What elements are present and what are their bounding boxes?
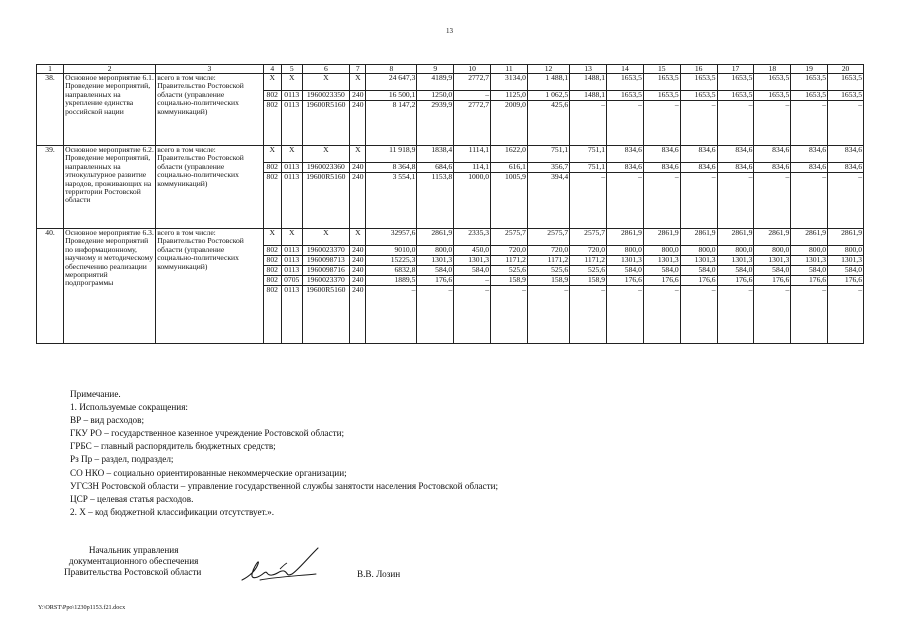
code-cell: 240	[350, 256, 366, 266]
amount-cell: 1653,5	[791, 91, 828, 101]
code-cell: 0113	[281, 91, 302, 101]
amount-cell: 800,0	[754, 246, 791, 256]
notes-title: Примечание.	[70, 389, 121, 399]
amount-cell: 1653,5	[717, 91, 754, 101]
amount-cell: –	[643, 286, 680, 344]
amount-cell: 834,6	[643, 146, 680, 163]
code-cell: 802	[263, 266, 281, 276]
executor-cell: всего в том числе: Правительство Ростовской области (управление социально-политических коммуникаций)	[156, 74, 263, 146]
amount-cell: 834,6	[791, 146, 828, 163]
amount-cell: 1000,0	[454, 173, 491, 229]
amount-cell: 2009,0	[491, 101, 528, 146]
code-cell: 802	[263, 286, 281, 344]
header-cell: 2	[64, 65, 156, 74]
amount-cell: 751,1	[527, 146, 569, 163]
amount-cell: 1653,5	[754, 91, 791, 101]
amount-cell: 525,6	[527, 266, 569, 276]
amount-cell: 800,0	[607, 246, 644, 256]
amount-cell: –	[791, 286, 828, 344]
amount-cell: –	[491, 286, 528, 344]
amount-cell: 176,6	[680, 276, 717, 286]
code-cell: X	[302, 74, 350, 91]
signer-name: В.В. Лозин	[357, 569, 401, 579]
code-cell: 240	[350, 91, 366, 101]
amount-cell: 1653,5	[643, 91, 680, 101]
header-cell: 4	[263, 65, 281, 74]
header-cell: 10	[454, 65, 491, 74]
code-cell: X	[302, 146, 350, 163]
amount-cell: –	[717, 101, 754, 146]
amount-cell: 1301,3	[754, 256, 791, 266]
header-cell: 7	[350, 65, 366, 74]
amount-cell: 834,6	[607, 146, 644, 163]
amount-cell: 834,6	[680, 146, 717, 163]
code-cell: 1960023350	[302, 91, 350, 101]
code-cell: 802	[263, 163, 281, 173]
amount-cell: –	[717, 173, 754, 229]
header-row	[37, 65, 864, 74]
amount-cell: 800,0	[643, 246, 680, 256]
amount-cell: 751,1	[570, 163, 607, 173]
code-cell: 1960023370	[302, 246, 350, 256]
notes-block	[70, 388, 498, 519]
amount-cell: –	[754, 286, 791, 344]
amount-cell: 2939,9	[417, 101, 454, 146]
header-cell: 15	[643, 65, 680, 74]
amount-cell: –	[570, 286, 607, 344]
code-cell: 1960098713	[302, 256, 350, 266]
code-cell: 802	[263, 91, 281, 101]
header-cell: 5	[281, 65, 302, 74]
code-cell: 240	[350, 163, 366, 173]
header-cell: 19	[791, 65, 828, 74]
code-cell: 0113	[281, 256, 302, 266]
amount-cell: 1488,1	[570, 74, 607, 91]
amount-cell: 1653,5	[754, 74, 791, 91]
amount-cell: 834,6	[791, 163, 828, 173]
amount-cell: 1153,8	[417, 173, 454, 229]
row-number: 38.	[37, 74, 64, 146]
amount-cell: –	[366, 286, 417, 344]
amount-cell: –	[717, 286, 754, 344]
event-description: Основное мероприятие 6.3. Проведение мероприятий по информационному, научному и методическому обеспечению реализации мероприятий подпрограммы	[64, 229, 156, 344]
header-cell: 12	[527, 65, 569, 74]
note-line: 2. Х – код бюджетной классификации отсутствует.».	[70, 506, 275, 517]
amount-cell: 176,6	[791, 276, 828, 286]
amount-cell: 2575,7	[527, 229, 569, 246]
header-cell: 8	[366, 65, 417, 74]
header-cell: 13	[570, 65, 607, 74]
amount-cell: 584,0	[454, 266, 491, 276]
position-line: Начальник управления	[88, 545, 179, 555]
code-cell: 240	[350, 246, 366, 256]
amount-cell: 834,6	[717, 146, 754, 163]
header-cell: 17	[717, 65, 754, 74]
amount-cell: 2861,9	[754, 229, 791, 246]
amount-cell: 525,6	[491, 266, 528, 276]
amount-cell: 9010,0	[366, 246, 417, 256]
amount-cell: 834,6	[643, 163, 680, 173]
amount-cell: 584,0	[791, 266, 828, 276]
amount-cell: –	[454, 91, 491, 101]
amount-cell: 1488,1	[570, 91, 607, 101]
amount-cell: 1653,5	[607, 74, 644, 91]
amount-cell: –	[791, 173, 828, 229]
amount-cell: 176,6	[417, 276, 454, 286]
table-row	[37, 229, 864, 246]
amount-cell: 584,0	[717, 266, 754, 276]
file-path: Y:\ORST\Ppo\1230p1153.f21.docx	[38, 604, 126, 611]
amount-cell: 584,0	[754, 266, 791, 276]
amount-cell: 2772,7	[454, 74, 491, 91]
code-cell: 0113	[281, 163, 302, 173]
amount-cell: 176,6	[828, 276, 864, 286]
amount-cell: 1250,0	[417, 91, 454, 101]
amount-cell: 2772,7	[454, 101, 491, 146]
event-description: Основное мероприятие 6.2. Проведение мероприятий, направленных на этнокультурное развитие народов, проживающих на территории Ростовской области	[64, 146, 156, 229]
amount-cell: 720,0	[527, 246, 569, 256]
amount-cell: 425,6	[527, 101, 569, 146]
amount-cell: 1 488,1	[527, 74, 569, 91]
code-cell: 802	[263, 101, 281, 146]
amount-cell: 834,6	[717, 163, 754, 173]
executor-cell: всего в том числе: Правительство Ростовской области (управление социально-политических коммуникаций)	[156, 146, 263, 229]
code-cell: 1960023360	[302, 163, 350, 173]
amount-cell: 394,4	[527, 173, 569, 229]
code-cell: 19600R5160	[302, 101, 350, 146]
amount-cell: 1838,4	[417, 146, 454, 163]
note-line: ЦСР – целевая статья расходов.	[70, 493, 194, 504]
amount-cell: 1653,5	[680, 91, 717, 101]
amount-cell: 176,6	[607, 276, 644, 286]
code-cell: 0113	[281, 173, 302, 229]
amount-cell: 800,0	[680, 246, 717, 256]
amount-cell: 834,6	[680, 163, 717, 173]
code-cell: 0705	[281, 276, 302, 286]
amount-cell: 584,0	[607, 266, 644, 276]
amount-cell: 1301,3	[607, 256, 644, 266]
note-line: ВР – вид расходов;	[70, 415, 145, 426]
amount-cell: 584,0	[417, 266, 454, 276]
code-cell: X	[263, 229, 281, 246]
amount-cell: 8 364,8	[366, 163, 417, 173]
amount-cell: –	[828, 286, 864, 344]
code-cell: 19600R5160	[302, 286, 350, 344]
amount-cell: 800,0	[717, 246, 754, 256]
amount-cell: –	[754, 101, 791, 146]
amount-cell: 1301,3	[717, 256, 754, 266]
signatory-position	[66, 545, 201, 578]
amount-cell: 1301,3	[680, 256, 717, 266]
amount-cell: –	[527, 286, 569, 344]
code-cell: 0113	[281, 101, 302, 146]
amount-cell: 1653,5	[607, 91, 644, 101]
code-cell: 802	[263, 256, 281, 266]
amount-cell: 834,6	[754, 146, 791, 163]
amount-cell: 720,0	[570, 246, 607, 256]
amount-cell: 834,6	[607, 163, 644, 173]
header-cell: 20	[828, 65, 864, 74]
amount-cell: 1301,3	[643, 256, 680, 266]
amount-cell: 11 918,9	[366, 146, 417, 163]
code-cell: 802	[263, 276, 281, 286]
code-cell: X	[281, 146, 302, 163]
amount-cell: 32957,6	[366, 229, 417, 246]
amount-cell: 24 647,3	[366, 74, 417, 91]
amount-cell: 1653,5	[680, 74, 717, 91]
position-line: Правительства Ростовской области	[64, 567, 202, 577]
amount-cell: –	[680, 286, 717, 344]
amount-cell: 2861,9	[607, 229, 644, 246]
row-number: 40.	[37, 229, 64, 344]
amount-cell: 3 554,1	[366, 173, 417, 229]
amount-cell: 2861,9	[791, 229, 828, 246]
amount-cell: 800,0	[791, 246, 828, 256]
amount-cell: 1301,3	[417, 256, 454, 266]
header-cell: 14	[607, 65, 644, 74]
table-row	[37, 146, 864, 163]
code-cell: 1960098716	[302, 266, 350, 276]
amount-cell: 1653,5	[791, 74, 828, 91]
amount-cell: 1171,2	[527, 256, 569, 266]
amount-cell: 2335,3	[454, 229, 491, 246]
amount-cell: –	[791, 101, 828, 146]
table-row	[37, 74, 864, 91]
amount-cell: –	[607, 286, 644, 344]
code-cell: 240	[350, 101, 366, 146]
code-cell: 19600R5160	[302, 173, 350, 229]
note-line: УГСЗН Ростовской области – управление государственной службы занятости населения Ростовской области;	[70, 480, 499, 491]
amount-cell: –	[417, 286, 454, 344]
amount-cell: 751,1	[570, 146, 607, 163]
amount-cell: 584,0	[828, 266, 864, 276]
amount-cell: –	[680, 101, 717, 146]
amount-cell: –	[680, 173, 717, 229]
code-cell: X	[350, 74, 366, 91]
note-line: СО НКО – социально ориентированные некоммерческие организации;	[70, 467, 347, 478]
amount-cell: 176,6	[754, 276, 791, 286]
code-cell: 802	[263, 173, 281, 229]
amount-cell: 6832,8	[366, 266, 417, 276]
amount-cell: 3134,0	[491, 74, 528, 91]
amount-cell: 8 147,2	[366, 101, 417, 146]
note-line: ГКУ РО – государственное казенное учреждение Ростовской области;	[70, 428, 345, 439]
code-cell: X	[263, 74, 281, 91]
code-cell: 0113	[281, 266, 302, 276]
amount-cell: –	[643, 101, 680, 146]
amount-cell: –	[754, 173, 791, 229]
amount-cell: 1171,2	[491, 256, 528, 266]
amount-cell: –	[607, 173, 644, 229]
amount-cell: 2861,9	[717, 229, 754, 246]
amount-cell: 1301,3	[828, 256, 864, 266]
amount-cell: 15225,3	[366, 256, 417, 266]
amount-cell: 158,9	[570, 276, 607, 286]
amount-cell: 1653,5	[828, 91, 864, 101]
code-cell: 240	[350, 173, 366, 229]
amount-cell: 834,6	[828, 163, 864, 173]
header-cell: 18	[754, 65, 791, 74]
code-cell: X	[263, 146, 281, 163]
code-cell: 240	[350, 286, 366, 344]
row-number: 39.	[37, 146, 64, 229]
header-cell: 6	[302, 65, 350, 74]
amount-cell: –	[454, 286, 491, 344]
amount-cell: 176,6	[717, 276, 754, 286]
amount-cell: –	[828, 173, 864, 229]
amount-cell: 2861,9	[828, 229, 864, 246]
amount-cell: 1 062,5	[527, 91, 569, 101]
amount-cell: 1653,5	[643, 74, 680, 91]
handwritten-signature	[236, 540, 331, 590]
amount-cell: 684,6	[417, 163, 454, 173]
code-cell: 240	[350, 266, 366, 276]
amount-cell: –	[570, 101, 607, 146]
amount-cell: 114,1	[454, 163, 491, 173]
amount-cell: 584,0	[643, 266, 680, 276]
amount-cell: 356,7	[527, 163, 569, 173]
code-cell: X	[350, 229, 366, 246]
amount-cell: 525,6	[570, 266, 607, 276]
amount-cell: 2861,9	[417, 229, 454, 246]
code-cell: 1960023370	[302, 276, 350, 286]
note-line: Рз Пр – раздел, подраздел;	[70, 454, 174, 465]
amount-cell: 1301,3	[791, 256, 828, 266]
amount-cell: 720,0	[491, 246, 528, 256]
code-cell: X	[281, 74, 302, 91]
amount-cell: 800,0	[828, 246, 864, 256]
amount-cell: 158,9	[527, 276, 569, 286]
amount-cell: 2861,9	[643, 229, 680, 246]
amount-cell: 2575,7	[491, 229, 528, 246]
code-cell: 0113	[281, 286, 302, 344]
amount-cell: 1653,5	[828, 74, 864, 91]
note-line: 1. Используемые сокращения:	[70, 402, 188, 413]
header-cell: 11	[491, 65, 528, 74]
amount-cell: –	[643, 173, 680, 229]
code-cell: X	[350, 146, 366, 163]
amount-cell: 4189,9	[417, 74, 454, 91]
amount-cell: 158,9	[491, 276, 528, 286]
header-cell: 9	[417, 65, 454, 74]
header-cell: 16	[680, 65, 717, 74]
amount-cell: 16 500,1	[366, 91, 417, 101]
amount-cell: 1114,1	[454, 146, 491, 163]
amount-cell: 1653,5	[717, 74, 754, 91]
code-cell: 0113	[281, 246, 302, 256]
amount-cell: 800,0	[417, 246, 454, 256]
header-cell: 3	[156, 65, 263, 74]
amount-cell: 1301,3	[454, 256, 491, 266]
amount-cell: –	[828, 101, 864, 146]
amount-cell: –	[607, 101, 644, 146]
amount-cell: 834,6	[828, 146, 864, 163]
amount-cell: 1171,2	[570, 256, 607, 266]
budget-table	[36, 64, 864, 344]
amount-cell: 616,1	[491, 163, 528, 173]
amount-cell: 450,0	[454, 246, 491, 256]
amount-cell: –	[454, 276, 491, 286]
event-description: Основное мероприятие 6.1. Проведение мероприятий, направленных на укрепление единства российской нации	[64, 74, 156, 146]
code-cell: 240	[350, 276, 366, 286]
amount-cell: 2861,9	[680, 229, 717, 246]
amount-cell: –	[570, 173, 607, 229]
note-line: ГРБС – главный распорядитель бюджетных средств;	[70, 441, 276, 452]
amount-cell: 1889,5	[366, 276, 417, 286]
position-line: документационного обеспечения	[68, 556, 199, 566]
code-cell: X	[281, 229, 302, 246]
amount-cell: 2575,7	[570, 229, 607, 246]
amount-cell: 1005,9	[491, 173, 528, 229]
page-number: 13	[446, 27, 453, 35]
code-cell: X	[302, 229, 350, 246]
header-cell: 1	[37, 65, 64, 74]
amount-cell: 176,6	[643, 276, 680, 286]
code-cell: 802	[263, 246, 281, 256]
amount-cell: 584,0	[680, 266, 717, 276]
executor-cell: всего в том числе: Правительство Ростовской области (управление социально-политических коммуникаций)	[156, 229, 263, 344]
amount-cell: 1622,0	[491, 146, 528, 163]
amount-cell: 834,6	[754, 163, 791, 173]
amount-cell: 1125,0	[491, 91, 528, 101]
